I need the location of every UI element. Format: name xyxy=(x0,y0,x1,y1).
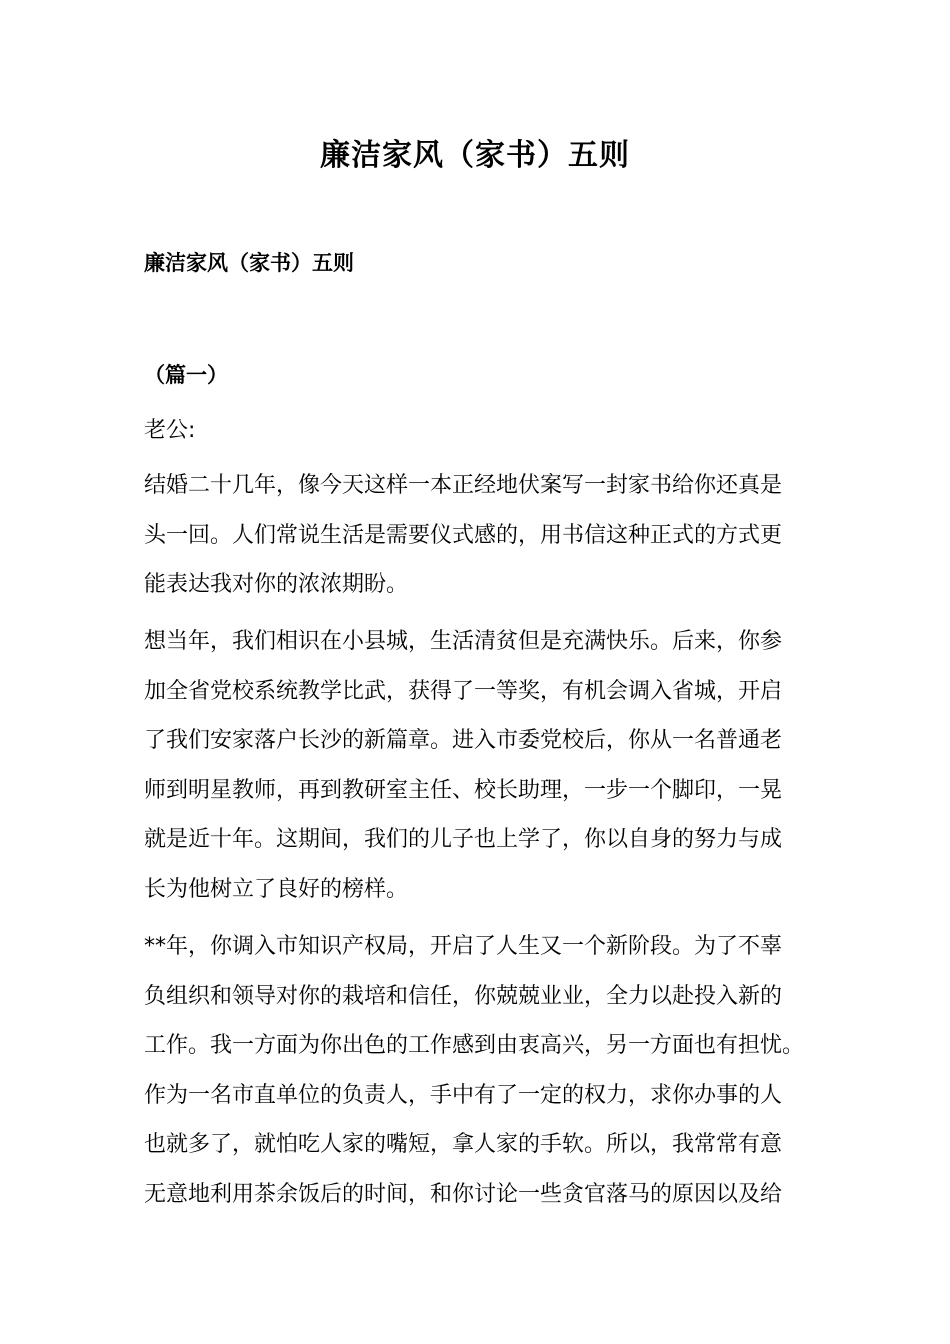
paragraph-1 xyxy=(144,461,814,610)
document-title: 廉洁家风（家书）五则 xyxy=(320,138,630,173)
paragraph-line: 也就多了，就怕吃人家的嘴短，拿人家的手软。所以，我常常有意 xyxy=(144,1132,783,1157)
section-heading: （篇一） xyxy=(144,363,228,387)
paragraph-line: 头一回。人们常说生活是需要仪式感的，用书信这种正式的方式更 xyxy=(144,522,783,548)
paragraph-line: 负组织和领导对你的栽培和信任，你兢兢业业，全力以赴投入新的 xyxy=(144,983,783,1009)
paragraph-line: 无意地利用茶余饭后的时间，和你讨论一些贪官落马的原因以及给 xyxy=(144,1181,783,1207)
paragraph-line: 作为一名市直单位的负责人，手中有了一定的权力，求你办事的人 xyxy=(144,1082,783,1108)
paragraph-line: 师到明星教师，再到教研室主任、校长助理，一步一个脚印，一晃 xyxy=(144,777,783,803)
salutation-line: 老公: xyxy=(144,418,196,443)
paragraph-line: 想当年，我们相识在小县城，生活清贫但是充满快乐。后来，你参 xyxy=(144,629,783,654)
paragraph-line: 就是近十年。这期间，我们的儿子也上学了，你以自身的努力与成 xyxy=(144,827,783,852)
paragraph-line: 了我们安家落户长沙的新篇章。进入市委党校后，你从一名普通老 xyxy=(144,728,783,753)
paragraph-line: 能表达我对你的浓浓期盼。 xyxy=(144,572,409,597)
paragraph-line: 结婚二十几年，像今天这样一本正经地伏案写一封家书给你还真是 xyxy=(144,473,783,498)
paragraph-line: 工作。我一方面为你出色的工作感到由衷高兴，另一方面也有担忧。 xyxy=(144,1033,805,1058)
document-subtitle: 廉洁家风（家书）五则 xyxy=(144,251,354,275)
paragraph-3 xyxy=(144,922,814,1219)
paragraph-line: **年，你调入市知识产权局，开启了人生又一个新阶段。为了不辜 xyxy=(144,934,783,959)
paragraph-line: 长为他树立了良好的榜样。 xyxy=(144,876,409,902)
paragraph-line: 加全省党校系统教学比武，获得了一等奖，有机会调入省城，开启 xyxy=(144,678,783,704)
paragraph-2 xyxy=(144,617,814,914)
salutation xyxy=(144,406,814,456)
